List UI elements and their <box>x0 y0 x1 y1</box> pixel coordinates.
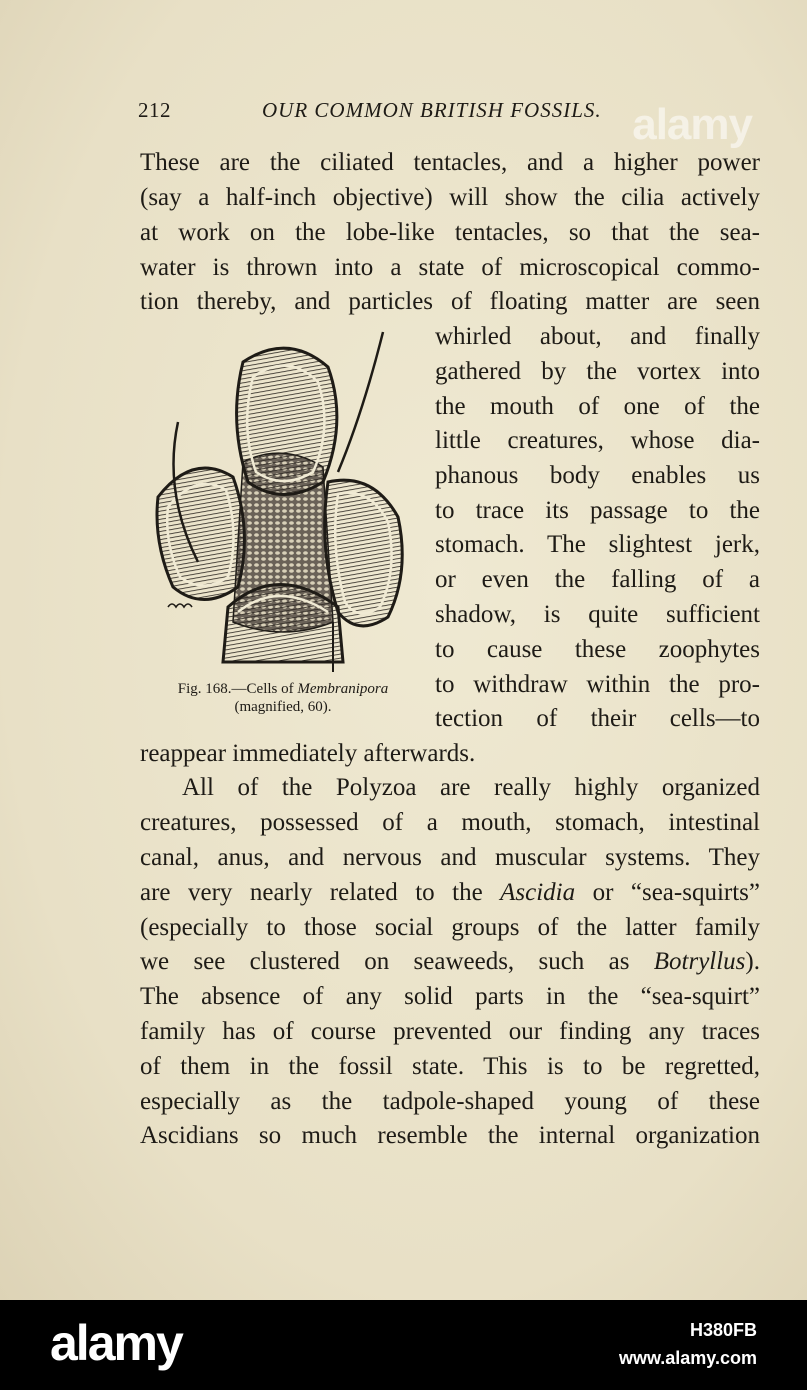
caption-line-1 <box>148 680 418 698</box>
text-line: the mouth of one of the <box>435 393 760 420</box>
text-line: family has of course prevented our finding any traces <box>140 1018 760 1045</box>
page-number: 212 <box>138 98 171 122</box>
stock-footer-bar <box>0 1300 807 1390</box>
text-line: to trace its passage to the <box>435 497 760 524</box>
text-segment: we see clustered on seaweeds, such as <box>140 948 654 975</box>
text-line: stomach. The slightest jerk, <box>435 531 760 558</box>
text-line: creatures, possessed of a mouth, stomach, intestinal <box>140 809 760 836</box>
alamy-logo: alamy <box>50 1315 182 1371</box>
text-line: water is thrown into a state of microscopical commo- <box>140 254 760 281</box>
membranipora-illustration <box>148 322 416 672</box>
text-segment: ). <box>745 948 760 975</box>
caption-prefix: Fig. 168.—Cells of <box>177 681 298 697</box>
text-line <box>140 945 760 979</box>
text-line: shadow, is quite sufficient <box>435 601 760 628</box>
text-line: tection of their cells—to <box>435 705 760 732</box>
text-line: All of the Polyzoa are really highly organized <box>182 774 760 801</box>
italic-term-botryllus: Botryllus <box>653 948 746 975</box>
text-line: little creatures, whose dia- <box>435 427 760 454</box>
caption-line-2: (magnified, 60). <box>234 699 332 715</box>
text-line: to cause these zoophytes <box>435 636 760 663</box>
figure-caption <box>148 680 418 716</box>
image-id: H380FB <box>689 1320 757 1340</box>
text-line: especially as the tadpole-shaped young of these <box>140 1088 760 1115</box>
caption-genus: Membranipora <box>297 681 389 697</box>
text-line: (especially to those social groups of the latter family <box>140 914 760 941</box>
text-line: Ascidians so much resemble the internal organization <box>140 1122 760 1149</box>
text-line: to withdraw within the pro- <box>435 671 760 698</box>
text-line: of them in the fossil state. This is to be regretted, <box>140 1053 760 1080</box>
text-line: gathered by the vortex into <box>435 358 760 385</box>
text-line <box>140 876 760 910</box>
text-line: canal, anus, and nervous and muscular systems. They <box>140 844 760 871</box>
site-url: www.alamy.com <box>618 1348 757 1368</box>
text-line: (say a half-inch objective) will show the cilia actively <box>140 184 760 211</box>
text-line: at work on the lobe-like tentacles, so that the sea- <box>140 219 760 246</box>
italic-term-ascidia: Ascidia <box>500 879 576 906</box>
text-segment: or “sea-squirts” <box>575 879 760 906</box>
text-line: or even the falling of a <box>435 566 760 593</box>
text-line: whirled about, and finally <box>435 323 760 350</box>
watermark-text: alamy <box>632 100 752 149</box>
text-segment: are very nearly related to the <box>140 879 501 906</box>
text-line: The absence of any solid parts in the “sea-squirt” <box>140 983 760 1010</box>
running-title: OUR COMMON BRITISH FOSSILS. <box>262 98 602 122</box>
text-line: phanous body enables us <box>435 462 760 489</box>
text-line: reappear immediately afterwards. <box>140 740 476 767</box>
text-line: These are the ciliated tentacles, and a higher power <box>140 149 760 176</box>
text-line: tion thereby, and particles of floating matter are seen <box>140 288 760 315</box>
